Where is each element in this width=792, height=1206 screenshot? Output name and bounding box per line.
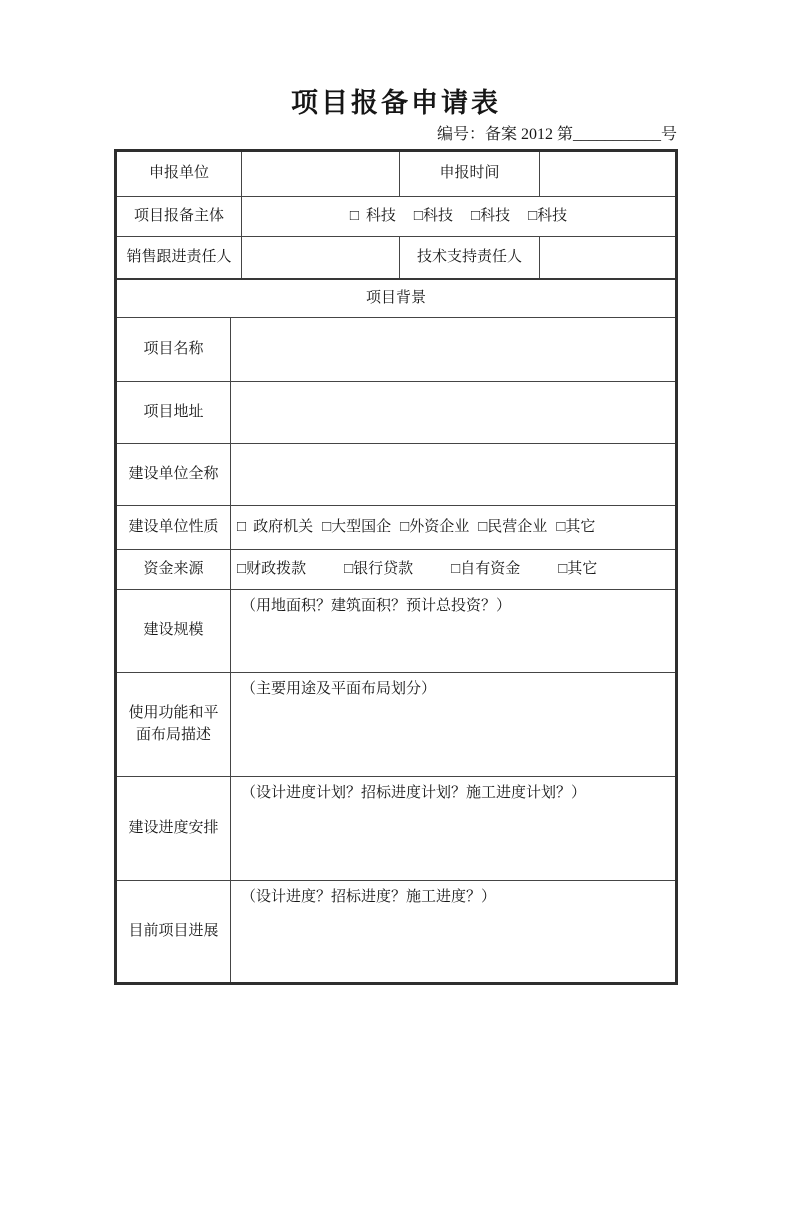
table-row bbox=[117, 236, 675, 278]
unit-nature-label: 建设单位性质 bbox=[128, 518, 219, 535]
scale-value-cell[interactable] bbox=[230, 590, 675, 672]
checkbox-option[interactable] bbox=[451, 559, 520, 581]
funding-label-cell bbox=[117, 550, 230, 589]
table-row bbox=[117, 672, 675, 776]
project-name-label: 项目名称 bbox=[143, 340, 204, 357]
progress-value-cell[interactable] bbox=[230, 881, 675, 982]
checkbox-label: 科技 bbox=[365, 207, 396, 224]
table-row bbox=[117, 505, 675, 549]
checkbox-icon: □ bbox=[237, 560, 247, 577]
function-label: 使用功能和平面布局描述 bbox=[128, 705, 219, 743]
scale-label-cell bbox=[117, 590, 230, 672]
declare-time-label-cell bbox=[399, 152, 539, 196]
checkbox-icon: □ bbox=[471, 207, 481, 224]
checkbox-label: 科技 bbox=[480, 207, 511, 224]
subject-label: 项目报备主体 bbox=[133, 207, 224, 224]
project-name-value-cell[interactable] bbox=[230, 318, 675, 381]
sales-label: 销售跟进责任人 bbox=[126, 248, 232, 265]
checkbox-icon: □ bbox=[556, 518, 566, 535]
function-value-cell[interactable] bbox=[230, 673, 675, 776]
checkbox-label: 自有资金 bbox=[460, 560, 521, 577]
unit-nature-label-cell bbox=[117, 506, 230, 549]
function-label-cell bbox=[117, 673, 230, 776]
declare-time-label: 申报时间 bbox=[439, 165, 500, 182]
section-header-label: 项目背景 bbox=[365, 289, 426, 306]
table-row bbox=[117, 776, 675, 880]
subject-label-cell bbox=[117, 197, 241, 236]
checkbox-option[interactable] bbox=[400, 517, 469, 539]
project-addr-value-cell[interactable] bbox=[230, 382, 675, 443]
checkbox-icon: □ bbox=[322, 518, 332, 535]
checkbox-icon: □ bbox=[558, 560, 568, 577]
build-unit-value-cell[interactable] bbox=[230, 444, 675, 505]
table-row bbox=[117, 317, 675, 381]
checkbox-label: 民营企业 bbox=[487, 518, 548, 535]
schedule-label: 建设进度安排 bbox=[128, 819, 219, 836]
checkbox-icon: □ bbox=[451, 560, 461, 577]
filing-code-line: 编号：备案 2012 第___________号 bbox=[436, 126, 677, 144]
checkbox-option[interactable] bbox=[478, 517, 547, 539]
application-form-table bbox=[114, 149, 678, 985]
table-row bbox=[117, 549, 675, 589]
project-addr-label-cell bbox=[117, 382, 230, 443]
table-row bbox=[117, 443, 675, 505]
checkbox-label: 科技 bbox=[422, 207, 453, 224]
declare-unit-label: 申报单位 bbox=[148, 165, 209, 182]
progress-hint: （设计进度？招标进度？施工进度？） bbox=[241, 889, 497, 906]
funding-label: 资金来源 bbox=[143, 560, 204, 577]
checkbox-option[interactable] bbox=[556, 517, 595, 539]
scale-hint: （用地面积？建筑面积？预计总投资？） bbox=[241, 598, 512, 615]
checkbox-option[interactable] bbox=[558, 559, 597, 581]
checkbox-option[interactable] bbox=[528, 206, 567, 228]
progress-label: 目前项目进展 bbox=[128, 922, 219, 939]
project-name-label-cell bbox=[117, 318, 230, 381]
unit-nature-options-cell bbox=[230, 506, 675, 549]
table-row bbox=[117, 381, 675, 443]
schedule-label-cell bbox=[117, 777, 230, 880]
scale-label: 建设规模 bbox=[143, 622, 204, 639]
checkbox-label: 其它 bbox=[567, 560, 598, 577]
checkbox-label: 外资企业 bbox=[409, 518, 470, 535]
checkbox-icon: □ bbox=[237, 518, 247, 535]
section-header-row bbox=[117, 278, 675, 317]
table-row bbox=[117, 152, 675, 196]
progress-label-cell bbox=[117, 881, 230, 982]
schedule-hint: （设计进度计划？招标进度计划？施工进度计划？） bbox=[241, 785, 587, 802]
document-page bbox=[0, 86, 792, 1206]
checkbox-option[interactable] bbox=[237, 517, 313, 539]
checkbox-icon: □ bbox=[349, 207, 359, 224]
sales-value-cell[interactable] bbox=[241, 237, 399, 278]
build-unit-label-cell bbox=[117, 444, 230, 505]
checkbox-label: 财政拨款 bbox=[246, 560, 307, 577]
checkbox-option[interactable] bbox=[344, 559, 413, 581]
schedule-value-cell[interactable] bbox=[230, 777, 675, 880]
declare-unit-label-cell bbox=[117, 152, 241, 196]
funding-options-cell bbox=[230, 550, 675, 589]
declare-unit-value-cell[interactable] bbox=[241, 152, 399, 196]
checkbox-icon: □ bbox=[400, 518, 410, 535]
table-row bbox=[117, 880, 675, 982]
project-addr-label: 项目地址 bbox=[143, 403, 204, 420]
tech-label-cell bbox=[399, 237, 539, 278]
checkbox-label: 科技 bbox=[537, 207, 568, 224]
tech-label: 技术支持责任人 bbox=[416, 248, 522, 265]
checkbox-option[interactable] bbox=[471, 206, 510, 228]
checkbox-option[interactable] bbox=[237, 559, 306, 581]
build-unit-label: 建设单位全称 bbox=[128, 465, 219, 482]
checkbox-label: 政府机关 bbox=[253, 518, 314, 535]
checkbox-icon: □ bbox=[478, 518, 488, 535]
checkbox-option[interactable] bbox=[350, 206, 396, 228]
function-hint: （主要用途及平面布局划分） bbox=[241, 681, 437, 698]
section-header-cell bbox=[117, 280, 675, 317]
checkbox-icon: □ bbox=[344, 560, 354, 577]
checkbox-option[interactable] bbox=[414, 206, 453, 228]
page-title: 项目报备申请表 bbox=[291, 88, 501, 118]
tech-value-cell[interactable] bbox=[539, 237, 675, 278]
checkbox-icon: □ bbox=[528, 207, 538, 224]
checkbox-option[interactable] bbox=[322, 517, 391, 539]
sales-label-cell bbox=[117, 237, 241, 278]
table-row bbox=[117, 589, 675, 672]
checkbox-label: 大型国企 bbox=[331, 518, 392, 535]
subject-options-cell bbox=[241, 197, 675, 236]
table-row bbox=[117, 196, 675, 236]
checkbox-label: 银行贷款 bbox=[353, 560, 414, 577]
page-content bbox=[114, 86, 678, 985]
declare-time-value-cell[interactable] bbox=[539, 152, 675, 196]
checkbox-label: 其它 bbox=[565, 518, 596, 535]
checkbox-icon: □ bbox=[413, 207, 423, 224]
